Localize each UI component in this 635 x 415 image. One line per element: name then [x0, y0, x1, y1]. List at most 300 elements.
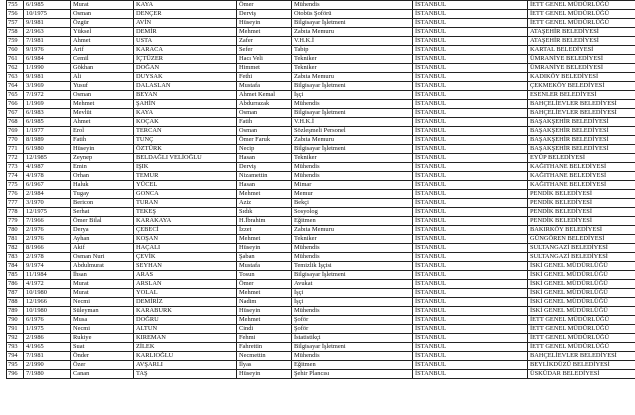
- father-name-cell: Osman: [237, 127, 292, 136]
- surname-cell: BELDAĞLI VELİOĞLU: [134, 154, 237, 163]
- father-name-cell: Hüseyin: [237, 370, 292, 379]
- father-name-cell: Mehmet: [237, 289, 292, 298]
- father-name-cell: İzzet: [237, 226, 292, 235]
- table-row: [7, 91, 635, 100]
- first-name-cell: Suat: [71, 343, 134, 352]
- first-name-cell: Hüseyin: [71, 145, 134, 154]
- father-name-cell: Zafer: [237, 37, 292, 46]
- institution-cell: BAKIRKÖY BELEDİYESİ: [528, 226, 635, 235]
- table-row: [7, 217, 635, 226]
- city-cell: İSTANBUL: [413, 82, 528, 91]
- date-cell: 3/1970: [24, 199, 71, 208]
- city-cell: İSTANBUL: [413, 217, 528, 226]
- city-cell: İSTANBUL: [413, 190, 528, 199]
- institution-cell: İETT GENEL MÜDÜRLÜĞÜ: [528, 343, 635, 352]
- title-cell: V.H.K.İ: [292, 118, 413, 127]
- date-cell: 10/1980: [24, 289, 71, 298]
- table-row: [7, 262, 635, 271]
- title-cell: Zabıta Memuru: [292, 226, 413, 235]
- city-cell: İSTANBUL: [413, 28, 528, 37]
- date-cell: 1/1969: [24, 100, 71, 109]
- table-row: [7, 181, 635, 190]
- date-cell: 2/1986: [24, 334, 71, 343]
- table-row: [7, 289, 635, 298]
- title-cell: Sosyolog: [292, 208, 413, 217]
- title-cell: Şoför: [292, 316, 413, 325]
- city-cell: İSTANBUL: [413, 91, 528, 100]
- institution-cell: ÜMRANİYE BELEDİYESİ: [528, 64, 635, 73]
- city-cell: İSTANBUL: [413, 145, 528, 154]
- institution-cell: İETT GENEL MÜDÜRLÜĞÜ: [528, 10, 635, 19]
- date-cell: 2/1984: [24, 190, 71, 199]
- surname-cell: YOLAL: [134, 289, 237, 298]
- first-name-cell: Ömer Bilal: [71, 217, 134, 226]
- surname-cell: KARABURK: [134, 307, 237, 316]
- date-cell: 6/1967: [24, 181, 71, 190]
- title-cell: Şehir Plancısı: [292, 370, 413, 379]
- row-number-cell: 768: [7, 118, 24, 127]
- title-cell: Mühendis: [292, 253, 413, 262]
- table-row: [7, 298, 635, 307]
- institution-cell: KADIKÖY BELEDİYESİ: [528, 73, 635, 82]
- city-cell: İSTANBUL: [413, 154, 528, 163]
- city-cell: İSTANBUL: [413, 334, 528, 343]
- surname-cell: KAYA: [134, 1, 237, 10]
- institution-cell: KARTAL BELEDİYESİ: [528, 46, 635, 55]
- date-cell: 4/1972: [24, 280, 71, 289]
- first-name-cell: Emin: [71, 163, 134, 172]
- title-cell: Zabıta Memuru: [292, 73, 413, 82]
- father-name-cell: Fahrettin: [237, 343, 292, 352]
- institution-cell: İETT GENEL MÜDÜRLÜĞÜ: [528, 316, 635, 325]
- table-row: [7, 10, 635, 19]
- table-row: [7, 352, 635, 361]
- title-cell: Şoför: [292, 325, 413, 334]
- institution-cell: ESENLER BELEDİYESİ: [528, 91, 635, 100]
- table-row: [7, 244, 635, 253]
- date-cell: 9/1976: [24, 46, 71, 55]
- surname-cell: TAŞ: [134, 370, 237, 379]
- institution-cell: KAĞITHANE BELEDİYESİ: [528, 172, 635, 181]
- row-number-cell: 791: [7, 325, 24, 334]
- row-number-cell: 771: [7, 145, 24, 154]
- table-row: [7, 73, 635, 82]
- city-cell: İSTANBUL: [413, 64, 528, 73]
- surname-cell: KIREMAN: [134, 334, 237, 343]
- row-number-cell: 792: [7, 334, 24, 343]
- first-name-cell: İhsan: [71, 271, 134, 280]
- city-cell: İSTANBUL: [413, 73, 528, 82]
- surname-cell: DOĞRU: [134, 316, 237, 325]
- table-row: [7, 100, 635, 109]
- table-row: [7, 226, 635, 235]
- row-number-cell: 766: [7, 100, 24, 109]
- date-cell: 11/1984: [24, 271, 71, 280]
- title-cell: Mühendis: [292, 163, 413, 172]
- surname-cell: IŞIK: [134, 163, 237, 172]
- date-cell: 2/1976: [24, 235, 71, 244]
- city-cell: İSTANBUL: [413, 370, 528, 379]
- father-name-cell: Ömer Faruk: [237, 136, 292, 145]
- row-number-cell: 786: [7, 280, 24, 289]
- date-cell: 8/1989: [24, 136, 71, 145]
- table-row: [7, 82, 635, 91]
- institution-cell: SULTANGAZİ BELEDİYESİ: [528, 244, 635, 253]
- surname-cell: DALASLAN: [134, 82, 237, 91]
- surname-cell: USTA: [134, 37, 237, 46]
- first-name-cell: Osman: [71, 91, 134, 100]
- surname-cell: BEYAN: [134, 91, 237, 100]
- row-number-cell: 783: [7, 253, 24, 262]
- date-cell: 1/1990: [24, 64, 71, 73]
- row-number-cell: 779: [7, 217, 24, 226]
- city-cell: İSTANBUL: [413, 316, 528, 325]
- institution-cell: BAŞAKŞEHİR BELEDİYESİ: [528, 118, 635, 127]
- row-number-cell: 777: [7, 199, 24, 208]
- institution-cell: BAHÇELİEVLER BELEDİYESİ: [528, 352, 635, 361]
- father-name-cell: Cindi: [237, 325, 292, 334]
- title-cell: Mühendis: [292, 352, 413, 361]
- first-name-cell: Akif: [71, 244, 134, 253]
- row-number-cell: 758: [7, 28, 24, 37]
- date-cell: 2/1976: [24, 226, 71, 235]
- table-row: [7, 1, 635, 10]
- city-cell: İSTANBUL: [413, 136, 528, 145]
- date-cell: 9/1981: [24, 73, 71, 82]
- table-body: [7, 1, 635, 379]
- first-name-cell: Necmi: [71, 325, 134, 334]
- title-cell: Mühendis: [292, 244, 413, 253]
- father-name-cell: Hüseyin: [237, 244, 292, 253]
- date-cell: 7/1966: [24, 217, 71, 226]
- city-cell: İSTANBUL: [413, 235, 528, 244]
- first-name-cell: Arif: [71, 46, 134, 55]
- row-number-cell: 782: [7, 244, 24, 253]
- row-number-cell: 767: [7, 109, 24, 118]
- table-row: [7, 190, 635, 199]
- table-row: [7, 136, 635, 145]
- first-name-cell: Murat: [71, 1, 134, 10]
- date-cell: 4/1978: [24, 172, 71, 181]
- first-name-cell: Tugay: [71, 190, 134, 199]
- surname-cell: SEYHAN: [134, 262, 237, 271]
- father-name-cell: Ömer: [237, 280, 292, 289]
- surname-cell: ZİLEK: [134, 343, 237, 352]
- date-cell: 8/1966: [24, 244, 71, 253]
- date-cell: 2/1963: [24, 28, 71, 37]
- father-name-cell: Sefer: [237, 46, 292, 55]
- date-cell: 7/1981: [24, 37, 71, 46]
- city-cell: İSTANBUL: [413, 37, 528, 46]
- table-row: [7, 46, 635, 55]
- date-cell: 6/1984: [24, 55, 71, 64]
- surname-cell: İÇTÜZER: [134, 55, 237, 64]
- father-name-cell: Hasan: [237, 181, 292, 190]
- row-number-cell: 787: [7, 289, 24, 298]
- city-cell: İSTANBUL: [413, 226, 528, 235]
- row-number-cell: 759: [7, 37, 24, 46]
- father-name-cell: Fehmi: [237, 334, 292, 343]
- city-cell: İSTANBUL: [413, 10, 528, 19]
- table-row: [7, 19, 635, 28]
- institution-cell: KAĞITHANE BELEDİYESİ: [528, 181, 635, 190]
- row-number-cell: 785: [7, 271, 24, 280]
- first-name-cell: Necmi: [71, 298, 134, 307]
- surname-cell: DENÇER: [134, 10, 237, 19]
- first-name-cell: Abdulmurat: [71, 262, 134, 271]
- first-name-cell: Cemil: [71, 55, 134, 64]
- city-cell: İSTANBUL: [413, 181, 528, 190]
- date-cell: 7/1980: [24, 370, 71, 379]
- row-number-cell: 762: [7, 64, 24, 73]
- surname-cell: TUNÇ: [134, 136, 237, 145]
- title-cell: İşçi: [292, 298, 413, 307]
- row-number-cell: 775: [7, 181, 24, 190]
- father-name-cell: Nizamettin: [237, 172, 292, 181]
- title-cell: Bilgisayar İşletmeni: [292, 145, 413, 154]
- institution-cell: İSKİ GENEL MÜDÜRLÜĞÜ: [528, 262, 635, 271]
- father-name-cell: İlyas: [237, 361, 292, 370]
- surname-cell: HAÇALI: [134, 244, 237, 253]
- row-number-cell: 763: [7, 73, 24, 82]
- father-name-cell: Osman: [237, 109, 292, 118]
- table-row: [7, 28, 635, 37]
- row-number-cell: 794: [7, 352, 24, 361]
- surname-cell: KARAKAYA: [134, 217, 237, 226]
- title-cell: Bilgisayar İşletmeni: [292, 109, 413, 118]
- father-name-cell: Hasan: [237, 154, 292, 163]
- row-number-cell: 780: [7, 226, 24, 235]
- row-number-cell: 776: [7, 190, 24, 199]
- table-row: [7, 307, 635, 316]
- father-name-cell: Mustafa: [237, 262, 292, 271]
- father-name-cell: Ömer: [237, 1, 292, 10]
- table-row: [7, 334, 635, 343]
- title-cell: Eğitmen: [292, 217, 413, 226]
- table-row: [7, 37, 635, 46]
- father-name-cell: Mehmet: [237, 316, 292, 325]
- date-cell: 6/1983: [24, 109, 71, 118]
- title-cell: Tekniker: [292, 55, 413, 64]
- date-cell: 6/1976: [24, 316, 71, 325]
- institution-cell: BAHÇELİEVLER BELEDİYESİ: [528, 109, 635, 118]
- row-number-cell: 761: [7, 55, 24, 64]
- table-row: [7, 316, 635, 325]
- title-cell: Bilgisayar İşletmeni: [292, 19, 413, 28]
- city-cell: İSTANBUL: [413, 55, 528, 64]
- table-row: [7, 361, 635, 370]
- city-cell: İSTANBUL: [413, 172, 528, 181]
- first-name-cell: Ahmet: [71, 37, 134, 46]
- surname-cell: YÜCEL: [134, 181, 237, 190]
- table-row: [7, 253, 635, 262]
- surname-cell: KAYA: [134, 109, 237, 118]
- title-cell: Mühendis: [292, 307, 413, 316]
- date-cell: 6/1980: [24, 145, 71, 154]
- row-number-cell: 755: [7, 1, 24, 10]
- city-cell: İSTANBUL: [413, 325, 528, 334]
- first-name-cell: Bericon: [71, 199, 134, 208]
- date-cell: 7/1972: [24, 91, 71, 100]
- father-name-cell: Mehmet: [237, 235, 292, 244]
- city-cell: İSTANBUL: [413, 244, 528, 253]
- row-number-cell: 778: [7, 208, 24, 217]
- institution-cell: EYÜP BELEDİYESİ: [528, 154, 635, 163]
- first-name-cell: Önder: [71, 352, 134, 361]
- row-number-cell: 796: [7, 370, 24, 379]
- first-name-cell: Erol: [71, 127, 134, 136]
- first-name-cell: Orhan: [71, 172, 134, 181]
- table-row: [7, 280, 635, 289]
- institution-cell: İETT GENEL MÜDÜRLÜĞÜ: [528, 325, 635, 334]
- first-name-cell: Özgür: [71, 19, 134, 28]
- city-cell: İSTANBUL: [413, 361, 528, 370]
- document-page: [6, 0, 629, 379]
- surname-cell: ARSLAN: [134, 280, 237, 289]
- title-cell: Tabip: [292, 46, 413, 55]
- row-number-cell: 793: [7, 343, 24, 352]
- title-cell: Avukat: [292, 280, 413, 289]
- date-cell: 12/1975: [24, 208, 71, 217]
- first-name-cell: Haluk: [71, 181, 134, 190]
- date-cell: 9/1981: [24, 19, 71, 28]
- first-name-cell: Ali: [71, 73, 134, 82]
- row-number-cell: 784: [7, 262, 24, 271]
- row-number-cell: 774: [7, 172, 24, 181]
- title-cell: Sözleşmeli Personel: [292, 127, 413, 136]
- table-row: [7, 163, 635, 172]
- city-cell: İSTANBUL: [413, 118, 528, 127]
- father-name-cell: Mehmet: [237, 28, 292, 37]
- surname-cell: TEKEŞ: [134, 208, 237, 217]
- city-cell: İSTANBUL: [413, 199, 528, 208]
- father-name-cell: Abdurrazak: [237, 100, 292, 109]
- father-name-cell: Derviş: [237, 163, 292, 172]
- father-name-cell: Fethi: [237, 73, 292, 82]
- surname-cell: DEMİR: [134, 28, 237, 37]
- city-cell: İSTANBUL: [413, 253, 528, 262]
- institution-cell: BEYLİKDÜZÜ BELEDİYESİ: [528, 361, 635, 370]
- institution-cell: PENDİK BELEDİYESİ: [528, 217, 635, 226]
- date-cell: 7/1981: [24, 352, 71, 361]
- father-name-cell: Necip: [237, 145, 292, 154]
- father-name-cell: H.İbrahim: [237, 217, 292, 226]
- row-number-cell: 772: [7, 154, 24, 163]
- first-name-cell: Fatih: [71, 136, 134, 145]
- institution-cell: BAŞAKŞEHİR BELEDİYESİ: [528, 136, 635, 145]
- first-name-cell: Mehmet: [71, 100, 134, 109]
- date-cell: 2/1978: [24, 253, 71, 262]
- father-name-cell: Hacı Veli: [237, 55, 292, 64]
- institution-cell: KAĞITHANE BELEDİYESİ: [528, 163, 635, 172]
- date-cell: 1/1977: [24, 127, 71, 136]
- father-name-cell: Fatih: [237, 118, 292, 127]
- title-cell: Tekniker: [292, 64, 413, 73]
- institution-cell: ÜMRANİYE BELEDİYESİ: [528, 55, 635, 64]
- first-name-cell: Ayhan: [71, 235, 134, 244]
- city-cell: İSTANBUL: [413, 208, 528, 217]
- surname-cell: ŞAHİN: [134, 100, 237, 109]
- surname-cell: TERCAN: [134, 127, 237, 136]
- city-cell: İSTANBUL: [413, 163, 528, 172]
- date-cell: 3/1969: [24, 82, 71, 91]
- table-row: [7, 118, 635, 127]
- first-name-cell: Derya: [71, 226, 134, 235]
- title-cell: İstatistikçi: [292, 334, 413, 343]
- surname-cell: AVİN: [134, 19, 237, 28]
- title-cell: Bilgisayar İşletmeni: [292, 271, 413, 280]
- personnel-table: [6, 0, 635, 379]
- father-name-cell: Mehmet: [237, 190, 292, 199]
- institution-cell: ÜSKÜDAR BELEDİYESİ: [528, 370, 635, 379]
- title-cell: Bekçi: [292, 199, 413, 208]
- date-cell: 4/1965: [24, 343, 71, 352]
- date-cell: 1/1975: [24, 325, 71, 334]
- title-cell: Tekniker: [292, 154, 413, 163]
- surname-cell: ÇEBECİ: [134, 226, 237, 235]
- city-cell: İSTANBUL: [413, 271, 528, 280]
- surname-cell: AVŞARLI: [134, 361, 237, 370]
- title-cell: Eğitmen: [292, 361, 413, 370]
- row-number-cell: 765: [7, 91, 24, 100]
- surname-cell: KOÇAK: [134, 118, 237, 127]
- city-cell: İSTANBUL: [413, 46, 528, 55]
- row-number-cell: 764: [7, 82, 24, 91]
- city-cell: İSTANBUL: [413, 1, 528, 10]
- row-number-cell: 788: [7, 298, 24, 307]
- table-row: [7, 172, 635, 181]
- father-name-cell: Mustafa: [237, 82, 292, 91]
- city-cell: İSTANBUL: [413, 289, 528, 298]
- surname-cell: GONCA: [134, 190, 237, 199]
- institution-cell: İETT GENEL MÜDÜRLÜĞÜ: [528, 19, 635, 28]
- first-name-cell: Yüksel: [71, 28, 134, 37]
- title-cell: Mühendis: [292, 100, 413, 109]
- institution-cell: İSKİ GENEL MÜDÜRLÜĞÜ: [528, 289, 635, 298]
- title-cell: Mimar: [292, 181, 413, 190]
- title-cell: Zabıta Memuru: [292, 28, 413, 37]
- father-name-cell: Hüseyin: [237, 307, 292, 316]
- institution-cell: GÜNGÖREN BELEDİYESİ: [528, 235, 635, 244]
- title-cell: İşçi: [292, 289, 413, 298]
- first-name-cell: Mevlüt: [71, 109, 134, 118]
- title-cell: Memur: [292, 190, 413, 199]
- surname-cell: ARAS: [134, 271, 237, 280]
- surname-cell: ÇEVİK: [134, 253, 237, 262]
- row-number-cell: 790: [7, 316, 24, 325]
- institution-cell: PENDİK BELEDİYESİ: [528, 199, 635, 208]
- father-name-cell: Sıdık: [237, 208, 292, 217]
- institution-cell: İSKİ GENEL MÜDÜRLÜĞÜ: [528, 271, 635, 280]
- table-row: [7, 127, 635, 136]
- date-cell: 10/1980: [24, 307, 71, 316]
- institution-cell: İSKİ GENEL MÜDÜRLÜĞÜ: [528, 307, 635, 316]
- title-cell: Bilgisayar İşletmeni: [292, 82, 413, 91]
- father-name-cell: Nadim: [237, 298, 292, 307]
- surname-cell: DOĞAN: [134, 64, 237, 73]
- title-cell: Mühendis: [292, 172, 413, 181]
- row-number-cell: 789: [7, 307, 24, 316]
- table-row: [7, 343, 635, 352]
- row-number-cell: 773: [7, 163, 24, 172]
- table-row: [7, 64, 635, 73]
- row-number-cell: 769: [7, 127, 24, 136]
- institution-cell: SULTANGAZİ BELEDİYESİ: [528, 253, 635, 262]
- table-row: [7, 145, 635, 154]
- row-number-cell: 756: [7, 10, 24, 19]
- surname-cell: TURAN: [134, 199, 237, 208]
- surname-cell: KARACA: [134, 46, 237, 55]
